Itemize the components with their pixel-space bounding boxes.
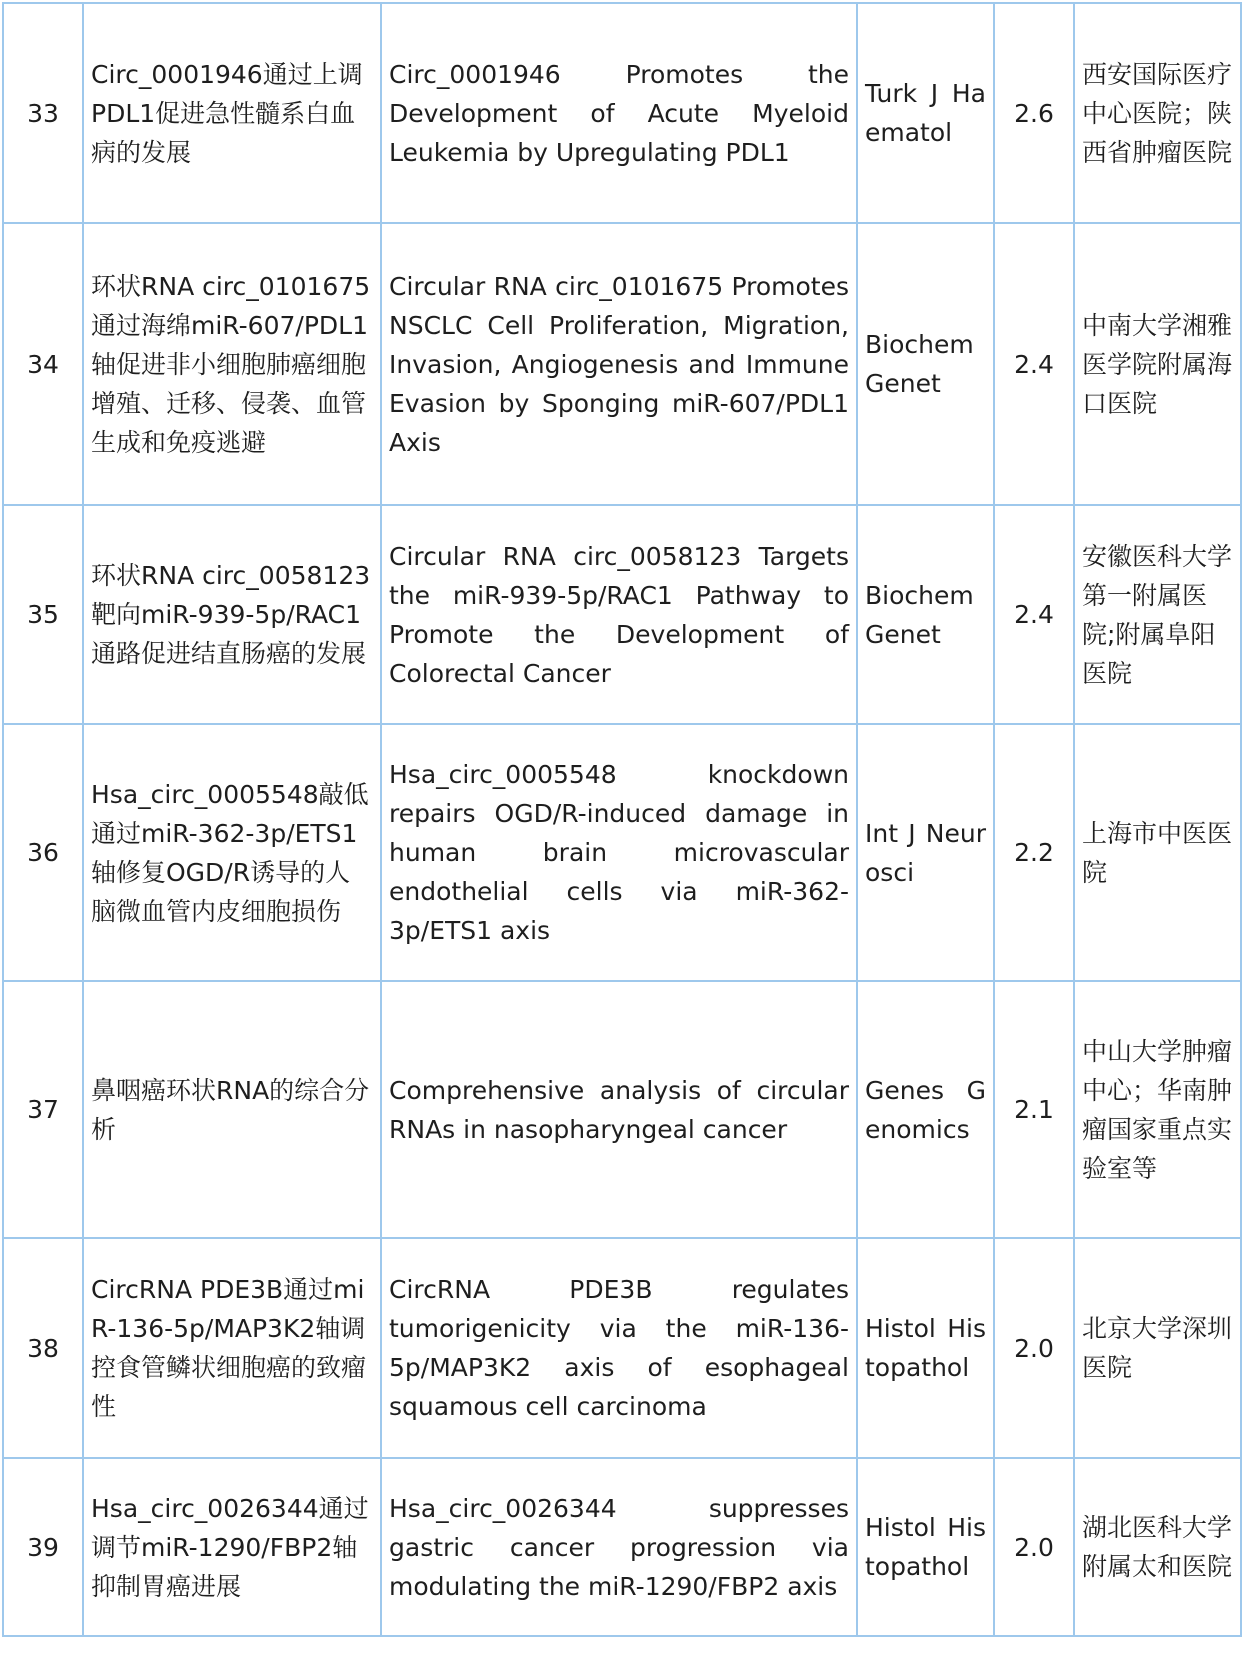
table-row (3, 505, 1241, 724)
institution: 上海市中医医院 (1074, 724, 1241, 981)
row-number: 35 (3, 505, 83, 724)
institution: 北京大学深圳医院 (1074, 1238, 1241, 1458)
institution: 西安国际医疗中心医院；陕西省肿瘤医院 (1074, 3, 1241, 223)
journal-name: Histol Histopathol (857, 1238, 994, 1458)
table-row (3, 724, 1241, 981)
row-number: 39 (3, 1458, 83, 1636)
title-english: Circular RNA circ_0101675 Promotes NSCLC Cell Proliferation, Migration, Invasion, Angiogenesis and Immune Evasion by Sponging miR-607/PDL1 Axis (381, 223, 857, 505)
table-row (3, 1238, 1241, 1458)
impact-factor: 2.4 (994, 223, 1074, 505)
table-row (3, 3, 1241, 223)
row-number: 36 (3, 724, 83, 981)
institution: 安徽医科大学第一附属医院;附属阜阳医院 (1074, 505, 1241, 724)
title-chinese: 环状RNA circ_0101675通过海绵miR-607/PDL1轴促进非小细胞肺癌细胞增殖、迁移、侵袭、血管生成和免疫逃避 (83, 223, 381, 505)
title-chinese: 环状RNA circ_0058123靶向miR-939-5p/RAC1通路促进结直肠癌的发展 (83, 505, 381, 724)
row-number: 38 (3, 1238, 83, 1458)
journal-name: Biochem Genet (857, 223, 994, 505)
impact-factor: 2.0 (994, 1238, 1074, 1458)
impact-factor: 2.2 (994, 724, 1074, 981)
title-chinese: Hsa_circ_0005548敲低通过miR-362-3p/ETS1轴修复OGD/R诱导的人脑微血管内皮细胞损伤 (83, 724, 381, 981)
row-number: 34 (3, 223, 83, 505)
title-english: Hsa_circ_0026344 suppresses gastric cancer progression via modulating the miR-1290/FBP2 axis (381, 1458, 857, 1636)
journal-name: Turk J Haematol (857, 3, 994, 223)
table-row (3, 981, 1241, 1238)
journal-name: Histol Histopathol (857, 1458, 994, 1636)
title-english: Hsa_circ_0005548 knockdown repairs OGD/R-induced damage in human brain microvascular endothelial cells via miR-362-3p/ETS1 axis (381, 724, 857, 981)
impact-factor: 2.4 (994, 505, 1074, 724)
title-chinese: 鼻咽癌环状RNA的综合分析 (83, 981, 381, 1238)
impact-factor: 2.0 (994, 1458, 1074, 1636)
title-english: Circ_0001946 Promotes the Development of Acute Myeloid Leukemia by Upregulating PDL1 (381, 3, 857, 223)
title-chinese: CircRNA PDE3B通过miR-136-5p/MAP3K2轴调控食管鳞状细胞癌的致瘤性 (83, 1238, 381, 1458)
institution: 中南大学湘雅医学院附属海口医院 (1074, 223, 1241, 505)
table-row (3, 1458, 1241, 1636)
table-row (3, 223, 1241, 505)
papers-table (2, 2, 1242, 1637)
title-english: Comprehensive analysis of circular RNAs in nasopharyngeal cancer (381, 981, 857, 1238)
title-english: Circular RNA circ_0058123 Targets the miR-939-5p/RAC1 Pathway to Promote the Development of Colorectal Cancer (381, 505, 857, 724)
institution: 中山大学肿瘤中心；华南肿瘤国家重点实验室等 (1074, 981, 1241, 1238)
journal-name: Genes Genomics (857, 981, 994, 1238)
impact-factor: 2.1 (994, 981, 1074, 1238)
title-chinese: Hsa_circ_0026344通过调节miR-1290/FBP2轴抑制胃癌进展 (83, 1458, 381, 1636)
journal-name: Int J Neurosci (857, 724, 994, 981)
journal-name: Biochem Genet (857, 505, 994, 724)
row-number: 37 (3, 981, 83, 1238)
institution: 湖北医科大学附属太和医院 (1074, 1458, 1241, 1636)
row-number: 33 (3, 3, 83, 223)
impact-factor: 2.6 (994, 3, 1074, 223)
title-chinese: Circ_0001946通过上调PDL1促进急性髓系白血病的发展 (83, 3, 381, 223)
title-english: CircRNA PDE3B regulates tumorigenicity via the miR-136-5p/MAP3K2 axis of esophageal squamous cell carcinoma (381, 1238, 857, 1458)
